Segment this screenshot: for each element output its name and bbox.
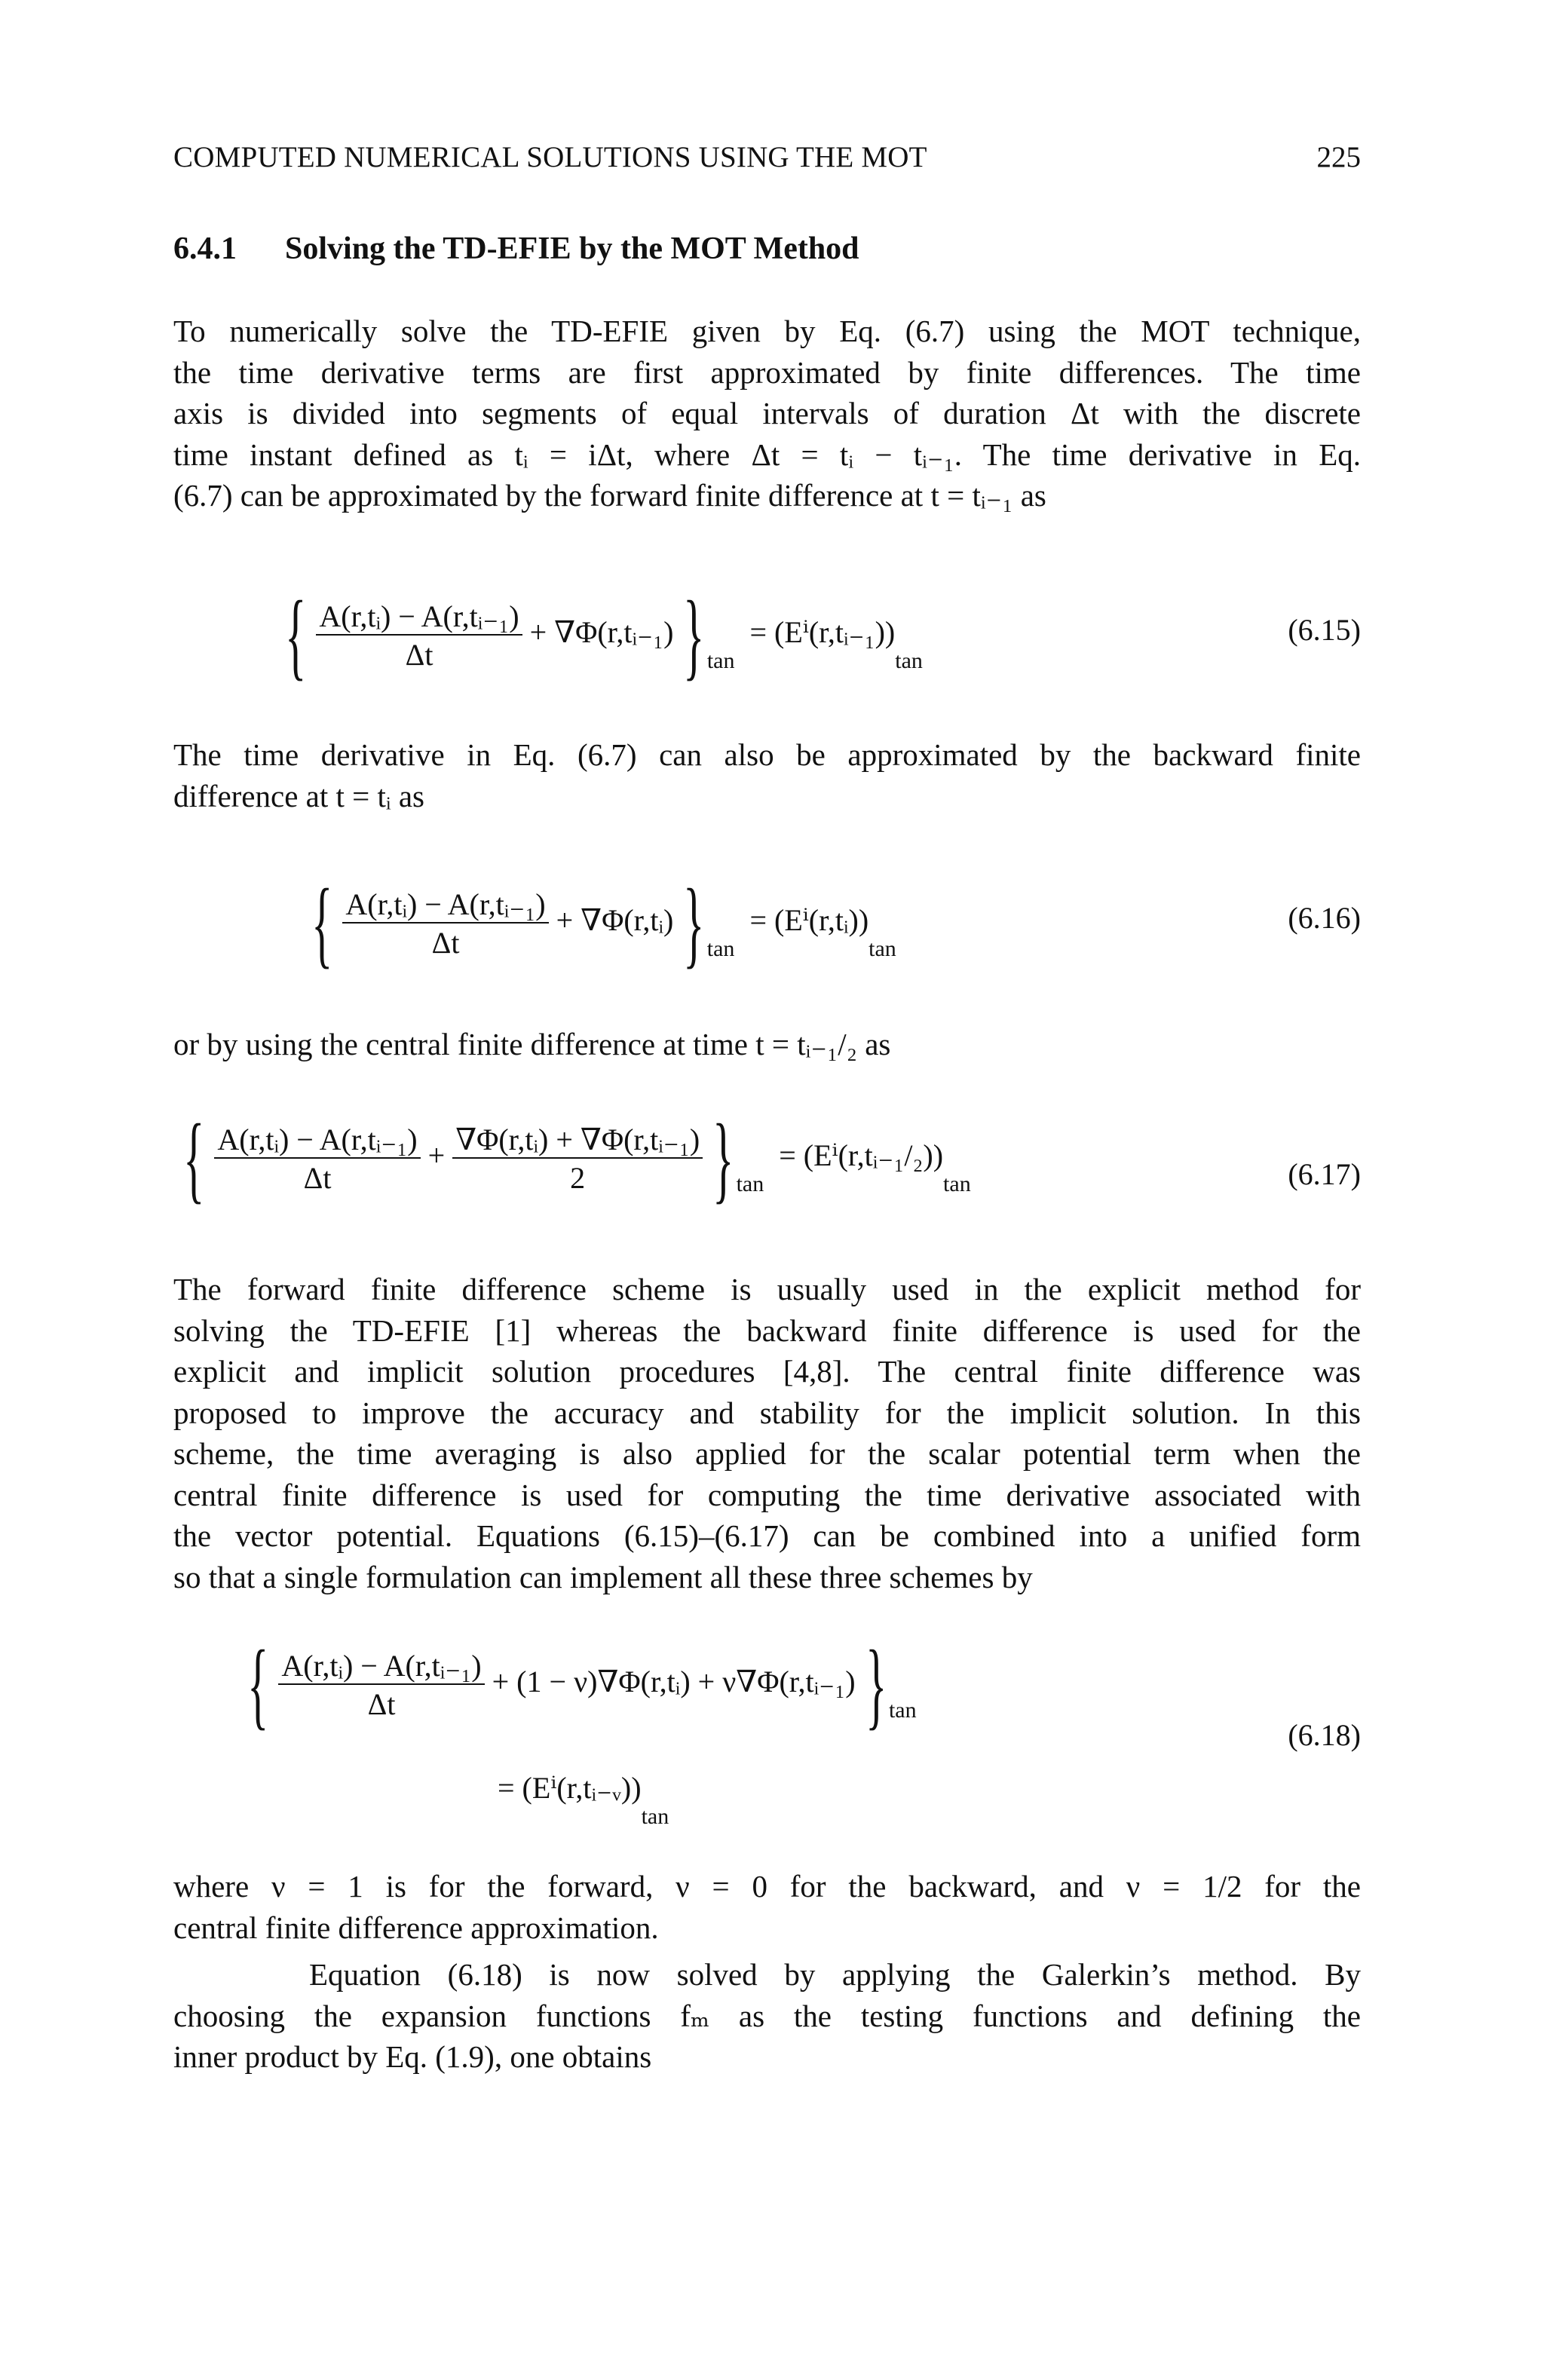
equation-fraction bbox=[342, 887, 548, 960]
fraction-numerator: ∇Φ(r,tᵢ) + ∇Φ(r,tᵢ₋₁) bbox=[452, 1122, 703, 1159]
paragraph-4-line: central finite difference is used for computing the time derivative associated with bbox=[173, 1477, 1361, 1512]
book-page bbox=[173, 0, 1361, 2380]
paragraph-4-line: explicit and implicit solution procedures [4,8]. The central finite difference was bbox=[173, 1354, 1361, 1389]
fraction-denominator: 2 bbox=[570, 1161, 586, 1195]
section-title: Solving the TD-EFIE by the MOT Method bbox=[285, 231, 859, 266]
equation-rhs: = (Eⁱ(r,tᵢ₋ᵥ)) bbox=[498, 1771, 642, 1805]
equation-term: + ∇Φ(r,tᵢ₋₁) bbox=[529, 615, 674, 650]
paragraph-3-line: or by using the central finite difference at time t = tᵢ₋₁/₂ as bbox=[173, 1027, 891, 1061]
paragraph-5 bbox=[173, 1866, 1361, 1948]
equation-fraction bbox=[278, 1648, 484, 1722]
paragraph-3 bbox=[173, 1024, 1361, 1065]
paragraph-4-line: the vector potential. Equations (6.15)–(6.17) can be combined into a unified form bbox=[173, 1518, 1361, 1553]
equation-rhs: = (Eⁱ(r,tᵢ₋₁/₂)) bbox=[779, 1138, 944, 1173]
tangential-subscript: tan bbox=[641, 1804, 669, 1829]
equation-fraction bbox=[452, 1122, 703, 1196]
running-title: COMPUTED NUMERICAL SOLUTIONS USING THE MOT bbox=[173, 141, 927, 173]
paragraph-2 bbox=[173, 734, 1361, 816]
equation-number: (6.15) bbox=[1288, 613, 1361, 647]
fraction-denominator: Δt bbox=[405, 638, 433, 672]
fraction-numerator: A(r,tᵢ) − A(r,tᵢ₋₁) bbox=[316, 599, 522, 636]
equation-6-18-rhs bbox=[498, 1770, 669, 1829]
fraction-numerator: A(r,tᵢ) − A(r,tᵢ₋₁) bbox=[214, 1122, 420, 1159]
equation-rhs: = (Eⁱ(r,tᵢ)) bbox=[749, 903, 869, 938]
tangential-subscript: tan bbox=[888, 1698, 917, 1723]
paragraph-1-line: (6.7) can be approximated by the forward finite difference at t = tᵢ₋₁ as bbox=[173, 478, 1046, 513]
equation-term: + (1 − ν)∇Φ(r,tᵢ) + ν∇Φ(r,tᵢ₋₁) bbox=[492, 1665, 856, 1699]
paragraph-1-line: the time derivative terms are first approximated by finite differences. The time bbox=[173, 354, 1361, 390]
paragraph-4-line: proposed to improve the accuracy and stability for the implicit solution. In this bbox=[173, 1395, 1361, 1430]
paragraph-1-line: time instant defined as tᵢ = iΔt, where Δt = tᵢ − tᵢ₋₁. The time derivative in Eq. bbox=[173, 436, 1361, 472]
fraction-numerator: A(r,tᵢ) − A(r,tᵢ₋₁) bbox=[278, 1648, 484, 1685]
tangential-subscript: tan bbox=[706, 936, 735, 962]
paragraph-4-line: scheme, the time averaging is also applied for the scalar potential term when the bbox=[173, 1436, 1361, 1471]
page-number: 225 bbox=[1316, 141, 1361, 173]
paragraph-4 bbox=[173, 1269, 1361, 1597]
paragraph-1 bbox=[173, 311, 1361, 516]
paragraph-5-line: where ν = 1 is for the forward, ν = 0 for the backward, and ν = 1/2 for the bbox=[173, 1869, 1361, 1904]
tangential-subscript: tan bbox=[895, 648, 923, 674]
equation-number: (6.18) bbox=[1288, 1718, 1361, 1752]
plus-sign: + bbox=[427, 1138, 446, 1173]
equation-fraction bbox=[214, 1122, 420, 1196]
equation-number: (6.16) bbox=[1288, 901, 1361, 935]
equation-rhs: = (Eⁱ(r,tᵢ₋₁)) bbox=[749, 615, 896, 650]
fraction-denominator: Δt bbox=[431, 926, 460, 960]
fraction-denominator: Δt bbox=[367, 1687, 396, 1721]
fraction-denominator: Δt bbox=[303, 1161, 332, 1195]
paragraph-6-line: choosing the expansion functions fₘ as the testing functions and defining the bbox=[173, 1998, 1361, 2033]
equation-term: + ∇Φ(r,tᵢ) bbox=[556, 903, 674, 938]
paragraph-1-line: axis is divided into segments of equal intervals of duration Δt with the discrete bbox=[173, 396, 1361, 430]
equation-fraction bbox=[316, 599, 522, 672]
paragraph-6-line: inner product by Eq. (1.9), one obtains bbox=[173, 2039, 652, 2074]
section-heading bbox=[173, 231, 859, 267]
equation-6-18: { $\frac{\text{A(r,tᵢ) − A(r,tᵢ₋₁)}}{\Delta t}$ + (1 − ν)∇Φ(r,tᵢ) + ν∇Φ(r,tᵢ₋₁) } $_{tan}$ bbox=[247, 1631, 917, 1739]
paragraph-4-line: solving the TD-EFIE [1] whereas the backward finite difference is used for the bbox=[173, 1313, 1361, 1348]
section-number: 6.4.1 bbox=[173, 231, 237, 266]
paragraph-5-line: central finite difference approximation. bbox=[173, 1910, 659, 1945]
running-header bbox=[173, 140, 1361, 178]
tangential-subscript: tan bbox=[736, 1172, 764, 1197]
tangential-subscript: tan bbox=[868, 936, 896, 962]
paragraph-6 bbox=[173, 1954, 1361, 2078]
equation-6-15: { $\frac{\text{A(r,tᵢ) − A(r,tᵢ₋₁)}}{\Delta t}$ + ∇Φ(r,tᵢ₋₁) } $_{tan} = (E^i(r,tᵢ_{-1}))_{tan}$ bbox=[285, 581, 923, 690]
paragraph-2-line: The time derivative in Eq. (6.7) can also be approximated by the backward finite bbox=[173, 737, 1361, 772]
paragraph-6-line: Equation (6.18) is now solved by applying the Galerkin’s method. By bbox=[309, 1957, 1361, 1992]
paragraph-4-line: The forward finite difference scheme is usually used in the explicit method for bbox=[173, 1272, 1361, 1306]
paragraph-4-line: so that a single formulation can implement all these three schemes by bbox=[173, 1559, 1033, 1594]
equation-6-17: { $\frac{\text{A(r,tᵢ) − A(r,tᵢ₋₁)}}{\Delta t}$ + $\frac{\text{∇Φ(r,tᵢ) + ∇Φ(r,tᵢ₋₁)}}{2}$ } $_{tan} = (E^i(r,tᵢ_{-1}/_2))_{tan}$ bbox=[183, 1104, 971, 1213]
paragraph-2-line: difference at t = tᵢ as bbox=[173, 778, 425, 813]
tangential-subscript: tan bbox=[706, 648, 735, 674]
equation-number: (6.17) bbox=[1288, 1157, 1361, 1191]
tangential-subscript: tan bbox=[943, 1172, 971, 1197]
fraction-numerator: A(r,tᵢ) − A(r,tᵢ₋₁) bbox=[342, 887, 548, 924]
paragraph-1-line: To numerically solve the TD-EFIE given by Eq. (6.7) using the MOT technique, bbox=[173, 314, 1361, 348]
equation-6-16: { $\frac{\text{A(r,tᵢ) − A(r,tᵢ₋₁)}}{\Delta t}$ + ∇Φ(r,tᵢ) } $_{tan} = (E^i(r,tᵢ))_{tan}$ bbox=[311, 869, 896, 978]
